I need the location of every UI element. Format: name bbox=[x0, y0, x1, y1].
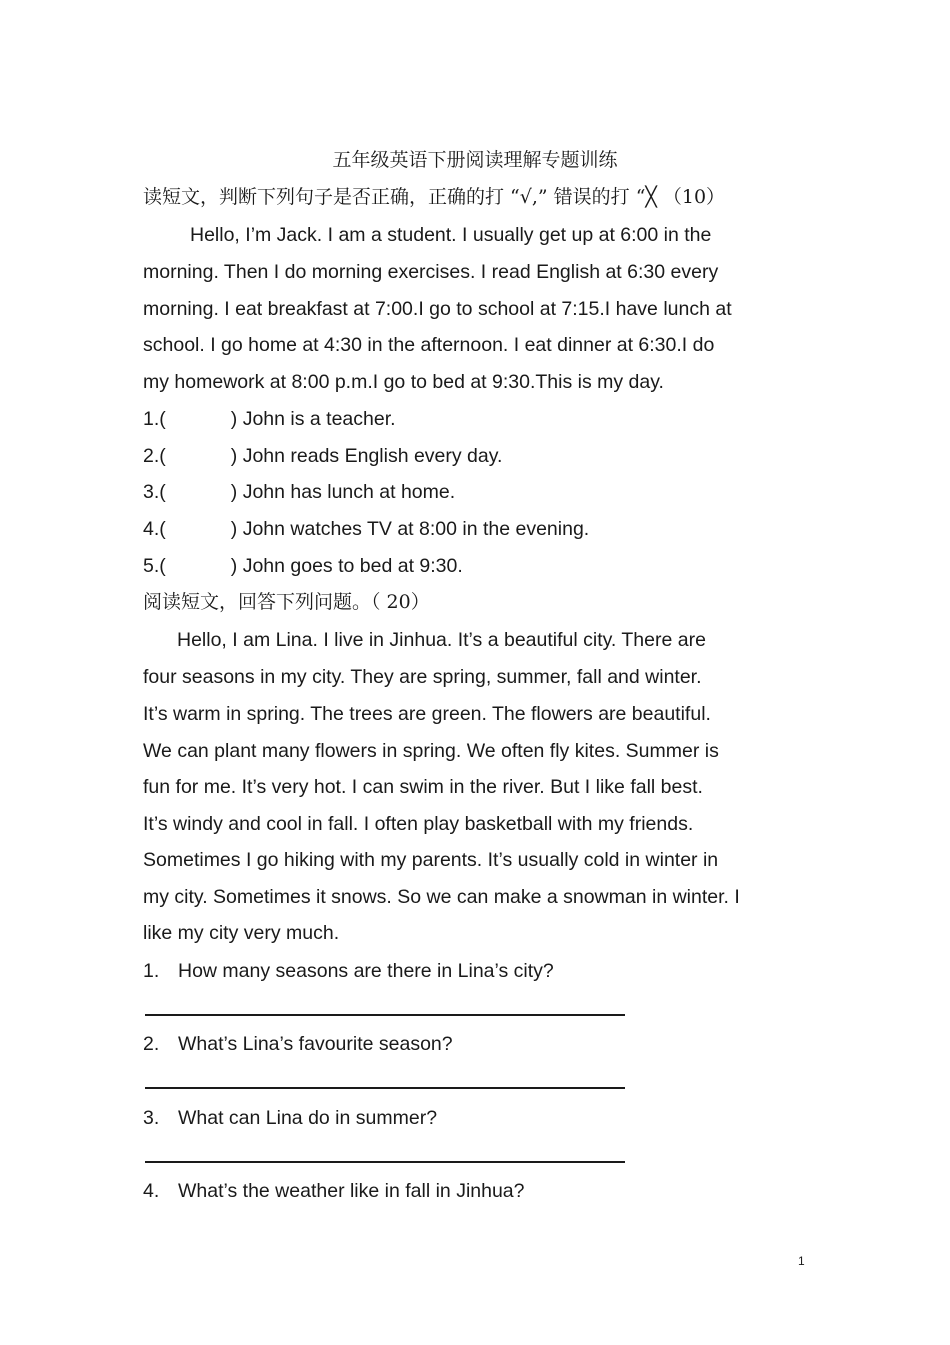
item-number: 1.( bbox=[143, 408, 166, 430]
question-text: What can Lina do in summer? bbox=[178, 1107, 438, 1129]
item-number: 4.( bbox=[143, 518, 166, 540]
answer-line[interactable] bbox=[145, 1014, 625, 1016]
judgement-item bbox=[143, 554, 463, 578]
item-number: 3.( bbox=[143, 481, 166, 503]
question-number: 2. bbox=[143, 1033, 160, 1055]
question-text: How many seasons are there in Lina’s city? bbox=[178, 960, 554, 982]
item-text: John reads English every day. bbox=[242, 445, 503, 467]
question-item bbox=[143, 1106, 437, 1130]
section2-instruction: 阅读短文，回答下列问题。（ 20） bbox=[143, 591, 430, 613]
question-number: 3. bbox=[143, 1107, 160, 1129]
item-close-paren: ) bbox=[230, 555, 238, 577]
item-close-paren: ) bbox=[230, 445, 238, 467]
question-text: What’s the weather like in fall in Jinhua? bbox=[178, 1180, 525, 1202]
passage2-line: It’s warm in spring. The trees are green. The flowers are beautiful. bbox=[143, 703, 711, 725]
passage1-line: Hello, I’m Jack. I am a student. I usually get up at 6:00 in the bbox=[190, 224, 712, 246]
item-number: 2.( bbox=[143, 445, 166, 467]
item-close-paren: ) bbox=[230, 481, 238, 503]
passage1-line: my homework at 8:00 p.m.I go to bed at 9:30.This is my day. bbox=[143, 371, 664, 393]
judgement-item bbox=[143, 517, 589, 541]
passage2-line: four seasons in my city. They are spring, summer, fall and winter. bbox=[143, 666, 702, 688]
passage2-line: Hello, I am Lina. I live in Jinhua. It’s a beautiful city. There are bbox=[177, 629, 706, 651]
item-text: John is a teacher. bbox=[242, 408, 396, 430]
passage2-line: We can plant many flowers in spring. We often fly kites. Summer is bbox=[143, 740, 719, 762]
section1-instruction: 读短文，判断下列句子是否正确，正确的打 “√,” 错误的打 “╳ （10） bbox=[143, 186, 726, 208]
judgement-item bbox=[143, 444, 502, 468]
item-close-paren: ) bbox=[230, 408, 238, 430]
question-text: What’s Lina’s favourite season? bbox=[178, 1033, 453, 1055]
item-text: John goes to bed at 9:30. bbox=[242, 555, 463, 577]
question-item bbox=[143, 959, 554, 983]
judgement-item bbox=[143, 407, 396, 431]
passage2-line: fun for me. It’s very hot. I can swim in the river. But I like fall best. bbox=[143, 776, 703, 798]
passage2-line: Sometimes I go hiking with my parents. It’s usually cold in winter in bbox=[143, 849, 719, 871]
passage2-line: my city. Sometimes it snows. So we can make a snowman in winter. I bbox=[143, 886, 740, 908]
passage2-line: like my city very much. bbox=[143, 922, 340, 944]
question-item bbox=[143, 1179, 525, 1203]
item-text: John watches TV at 8:00 in the evening. bbox=[242, 518, 590, 540]
answer-line[interactable] bbox=[145, 1161, 625, 1163]
item-close-paren: ) bbox=[230, 518, 238, 540]
question-item bbox=[143, 1032, 453, 1056]
question-number: 4. bbox=[143, 1180, 160, 1202]
document-title: 五年级英语下册阅读理解专题训练 bbox=[332, 149, 618, 171]
question-number: 1. bbox=[143, 960, 160, 982]
item-number: 5.( bbox=[143, 555, 166, 577]
passage1-line: morning. I eat breakfast at 7:00.I go to school at 7:15.I have lunch at bbox=[143, 298, 732, 320]
item-text: John has lunch at home. bbox=[242, 481, 456, 503]
judgement-item bbox=[143, 480, 455, 504]
passage2-line: It’s windy and cool in fall. I often play basketball with my friends. bbox=[143, 813, 694, 835]
passage1-line: morning. Then I do morning exercises. I read English at 6:30 every bbox=[143, 261, 719, 283]
page-number: 1 bbox=[798, 1254, 805, 1268]
answer-line[interactable] bbox=[145, 1087, 625, 1089]
passage1-line: school. I go home at 4:30 in the afternoon. I eat dinner at 6:30.I do bbox=[143, 334, 715, 356]
